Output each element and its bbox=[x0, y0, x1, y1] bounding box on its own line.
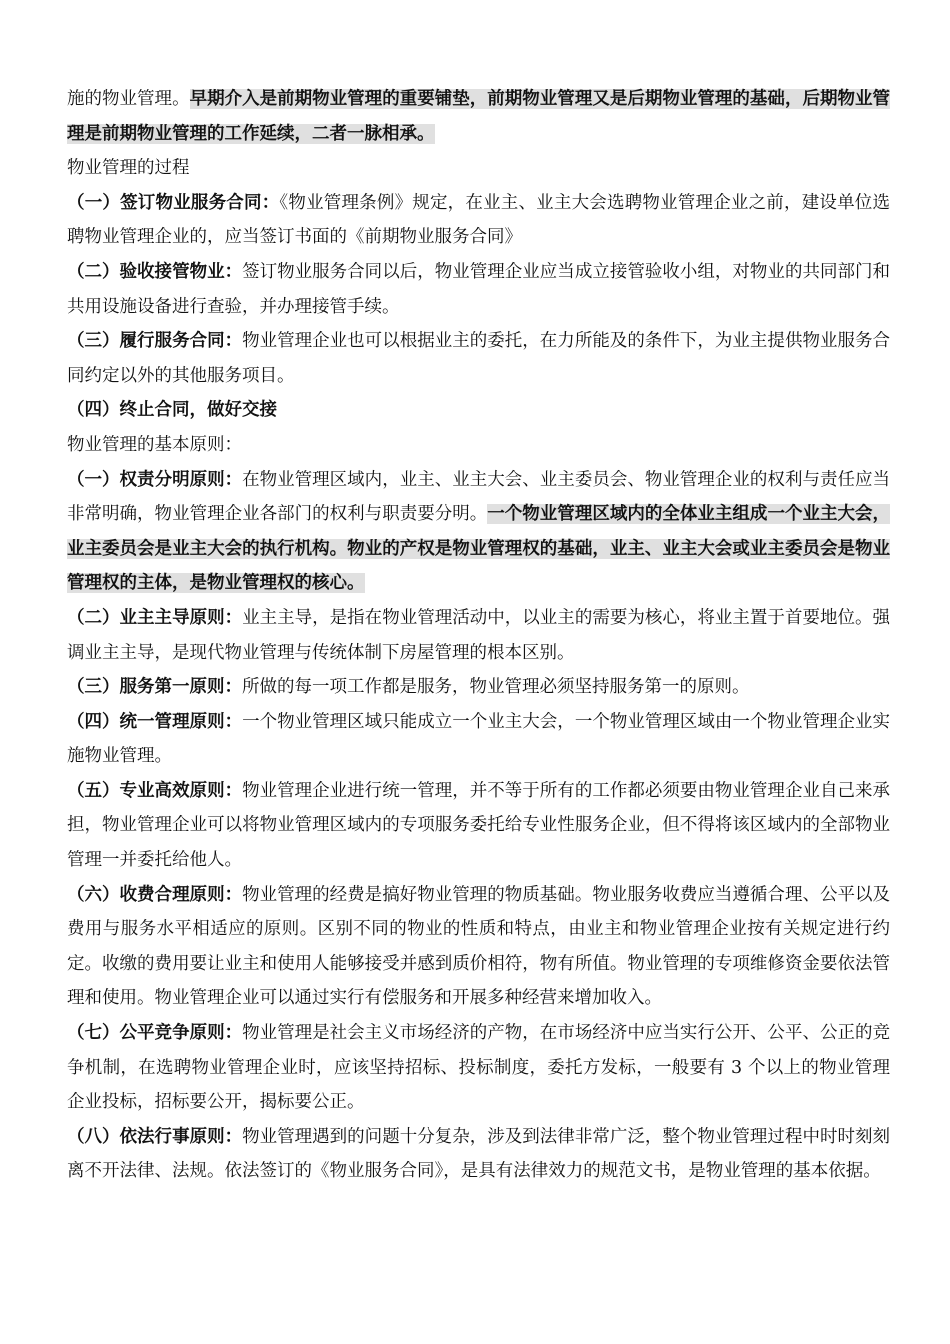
principle-text: 一个物业管理区域只能成立一个业主大会，一个物业管理区域由一个物业管理企业实施物业管理。 bbox=[67, 711, 890, 767]
step-lead: （二）验收接管物业： bbox=[67, 261, 243, 282]
principle-text: 物业管理是社会主义市场经济的产物，在市场经济中应当实行公开、公平、公正的竞争机制，在选聘物业管理企业时，应该坚持招标、投标制度，委托方发标，一般要有 3 个以上的物业管理企业投标，招标要公开，揭标要公正。 bbox=[67, 1023, 890, 1113]
heading-text: 物业管理的过程 bbox=[67, 158, 190, 179]
section-heading-principles bbox=[67, 428, 890, 463]
principle-5 bbox=[67, 774, 890, 878]
process-step-2 bbox=[67, 255, 890, 324]
step-text: 《物业管理条例》规定，在业主、业主大会选聘物业管理企业之前，建设单位选聘物业管理企业的，应当签订书面的《前期物业服务合同》 bbox=[67, 192, 891, 248]
principle-lead: （七）公平竞争原则： bbox=[67, 1023, 243, 1044]
principle-text: 物业管理的经费是搞好物业管理的物质基础。物业服务收费应当遵循合理、公平以及费用与服务水平相适应的原则。区别不同的物业的性质和特点，由业主和物业管理企业按有关规定进行约定。收缴的费用要让业主和使用人能够接受并感到质价相符，物有所值。物业管理的专项维修资金要依法管理和使用。物业管理企业可以通过实行有偿服务和开展多种经营来增加收入。 bbox=[67, 884, 890, 1009]
principle-lead: （五）专业高效原则： bbox=[67, 780, 243, 801]
process-step-4 bbox=[67, 393, 890, 428]
highlighted-text: 早期介入是前期物业管理的重要铺垫，前期物业管理又是后期物业管理的基础，后期物业管理是前期物业管理的工作延续，二者一脉相承。 bbox=[67, 89, 890, 144]
principle-3 bbox=[67, 670, 890, 705]
principle-text: 在物业管理区域内，业主、业主大会、业主委员会、物业管理企业的权利与责任应当非常明确，物业管理企业各部门的权利与职责要分明。 bbox=[67, 469, 890, 525]
principle-8 bbox=[67, 1120, 890, 1189]
principle-text: 物业管理企业进行统一管理，并不等于所有的工作都必须要由物业管理企业自己来承担，物业管理企业可以将物业管理区域内的专项服务委托给专业性服务企业，但不得将该区域内的全部物业管理一并委托给他人。 bbox=[67, 780, 890, 871]
step-lead: （四）终止合同，做好交接 bbox=[67, 400, 277, 421]
step-text: 签订物业服务合同以后，物业管理企业应当成立接管验收小组，对物业的共同部门和共用设施设备进行查验，并办理接管手续。 bbox=[67, 261, 890, 317]
step-text: 物业管理企业也可以根据业主的委托，在力所能及的条件下，为业主提供物业服务合同约定以外的其他服务项目。 bbox=[67, 331, 890, 386]
principle-1 bbox=[67, 463, 890, 601]
step-lead: （三）履行服务合同： bbox=[67, 331, 243, 352]
principle-lead: （一）权责分明原则： bbox=[67, 469, 243, 490]
principle-lead: （三）服务第一原则： bbox=[67, 677, 242, 698]
step-lead: （一）签订物业服务合同： bbox=[67, 192, 280, 213]
principle-4 bbox=[67, 705, 890, 774]
principle-6 bbox=[67, 878, 890, 1016]
principle-lead: （六）收费合理原则： bbox=[67, 884, 243, 905]
process-step-1 bbox=[67, 186, 890, 255]
principle-lead: （四）统一管理原则： bbox=[67, 711, 243, 732]
highlighted-text: 一个物业管理区域内的全体业主组成一个业主大会，业主委员会是业主大会的执行机构。物业的产权是物业管理权的基础，业主、业主大会或业主委员会是物业管理权的主体，是物业管理权的核心。 bbox=[67, 504, 891, 594]
principle-7 bbox=[67, 1016, 890, 1120]
principle-text: 物业管理遇到的问题十分复杂，涉及到法律非常广泛，整个物业管理过程中时时刻刻离不开法律、法规。依法签订的《物业服务合同》，是具有法律效力的规范文书，是物业管理的基本依据。 bbox=[67, 1126, 890, 1182]
paragraph-intro-continuation bbox=[67, 82, 890, 151]
principle-text: 所做的每一项工作都是服务，物业管理必须坚持服务第一的原则。 bbox=[242, 677, 750, 698]
section-heading-process bbox=[67, 151, 890, 186]
principle-2 bbox=[67, 601, 890, 670]
principle-text: 业主主导，是指在物业管理活动中，以业主的需要为核心，将业主置于首要地位。强调业主主导，是现代物业管理与传统体制下房屋管理的根本区别。 bbox=[67, 607, 890, 663]
principle-lead: （八）依法行事原则： bbox=[67, 1126, 243, 1147]
heading-text: 物业管理的基本原则： bbox=[67, 434, 242, 455]
process-step-3 bbox=[67, 324, 890, 393]
principle-lead: （二）业主主导原则： bbox=[67, 607, 243, 628]
paragraph-text: 施的物业管理。 bbox=[67, 89, 190, 109]
